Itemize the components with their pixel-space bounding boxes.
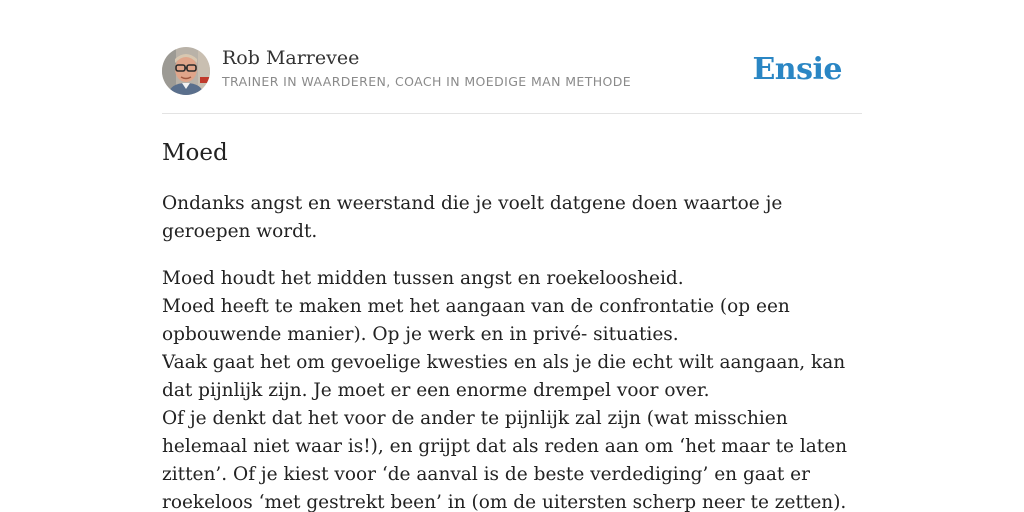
definition-line: Moed houdt het midden tussen angst en roekeloosheid. xyxy=(162,268,684,289)
author-name[interactable]: Rob Marrevee xyxy=(222,47,360,69)
header-divider xyxy=(162,113,862,114)
definition-intro: Ondanks angst en weerstand die je voelt datgene doen waartoe je geroepen wordt. xyxy=(162,193,783,242)
definition-paragraph xyxy=(162,265,862,512)
definition-line: Vaak gaat het om gevoelige kwesties en als je die echt wilt aangaan, kan dat pijnlijk zijn. Je moet er een enorme drempel voor over. xyxy=(162,352,846,401)
definition-line: Moed heeft te maken met het aangaan van de confrontatie (op een opbouwende manier). Op je werk en in privé- situaties. xyxy=(162,296,790,345)
definition-card xyxy=(162,0,862,512)
definition-body xyxy=(162,190,862,512)
ensie-logo[interactable]: Ensie xyxy=(752,52,842,87)
author-subtitle: TRAINER IN WAARDEREN, COACH IN MOEDIGE MAN METHODE xyxy=(222,74,632,89)
avatar-image xyxy=(162,47,210,95)
author-avatar[interactable] xyxy=(162,47,210,95)
term-title: Moed xyxy=(162,140,228,166)
author-header xyxy=(162,46,862,96)
definition-line: Of je denkt dat het voor de ander te pijnlijk zal zijn (wat misschien helemaal niet waar is!), en grijpt dat als reden aan om ‘het maar te laten zitten’. Of je kiest voor ‘de aanval is de beste verdediging’ en gaat er roekeloos ‘met gestrekt been’ in (om de uitersten scherp neer te zetten). xyxy=(162,408,848,512)
